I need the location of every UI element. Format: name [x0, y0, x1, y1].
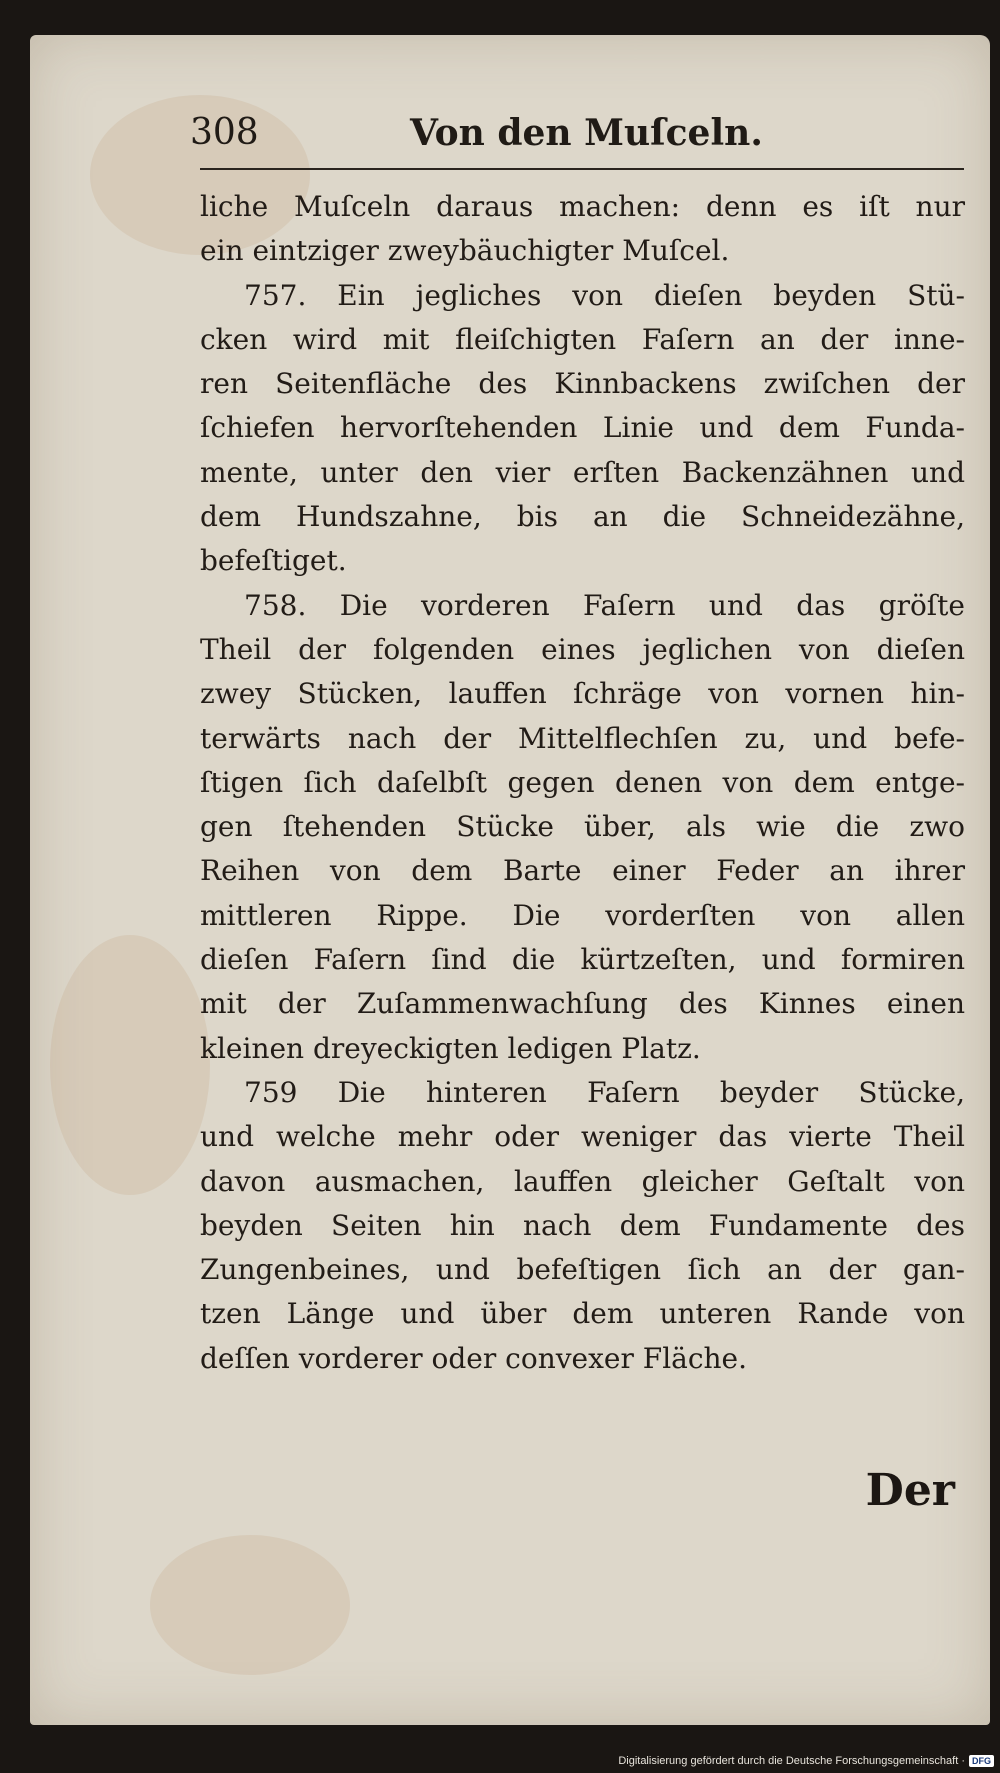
- header-rule: [200, 168, 964, 170]
- page-header: [160, 112, 968, 162]
- text-line: cken wird mit fleiſchigten Faſern an der inne-: [200, 322, 965, 356]
- text-line: liche Muſceln daraus machen: denn es iſt nur: [200, 190, 965, 223]
- paper-stain: [50, 935, 210, 1195]
- paper-stain: [150, 1535, 350, 1675]
- text-line: Reihen von dem Barte einer Feder an ihrer: [200, 854, 965, 888]
- text-line: ein eintziger zweybäuchigter Muſcel.: [200, 234, 730, 268]
- text-line: 758. Die vorderen Faſern und das gröſte: [244, 588, 965, 622]
- body-text: [200, 185, 965, 1381]
- text-line: gen ſtehenden Stücke über, als wie die zwo: [200, 810, 965, 844]
- text-line: und welche mehr oder weniger das vierte Theil: [200, 1120, 965, 1154]
- text-line: dem Hundszahne, bis an die Schneidezähne,: [200, 500, 965, 534]
- text-line: mit der Zuſammenwachſung des Kinnes einen: [200, 987, 965, 1021]
- text-line: mittleren Rippe. Die vorderſten von allen: [200, 898, 965, 932]
- text-line: tzen Länge und über dem unteren Rande von: [200, 1297, 965, 1331]
- page-number: 308: [190, 112, 259, 153]
- text-line: mente, unter den vier erſten Backenzähnen und: [200, 455, 965, 489]
- text-line: kleinen dreyeckigten ledigen Platz.: [200, 1031, 701, 1065]
- digitization-credit: [618, 1755, 994, 1767]
- text-line: 759 Die hinteren Faſern beyder Stücke,: [244, 1075, 965, 1109]
- text-line: befeſtiget.: [200, 544, 347, 578]
- running-head: Von den Muſceln.: [410, 112, 763, 154]
- text-line: Zungenbeines, und befeſtigen ſich an der gan-: [200, 1253, 965, 1287]
- text-line: ſtigen ſich daſelbſt gegen denen von dem entge-: [200, 765, 965, 799]
- text-line: ren Seitenfläche des Kinnbackens zwiſchen der: [200, 367, 965, 401]
- text-line: terwärts nach der Mittelflechſen zu, und befe-: [200, 721, 965, 755]
- text-line: Theil der folgenden eines jeglichen von dieſen: [200, 632, 965, 666]
- dfg-logo: DFG: [969, 1755, 994, 1767]
- text-line: ſchiefen hervorſtehenden Linie und dem Funda-: [200, 411, 965, 445]
- credit-text: Digitalisierung gefördert durch die Deutsche Forschungsgemeinschaft ·: [618, 1755, 965, 1767]
- text-line: zwey Stücken, lauffen ſchräge von vornen hin-: [200, 677, 965, 711]
- text-line: deſſen vorderer oder convexer Fläche.: [200, 1341, 748, 1375]
- text-line: davon ausmachen, lauffen gleicher Geſtalt von: [200, 1164, 965, 1198]
- catchword: Der: [865, 1465, 955, 1516]
- text-line: beyden Seiten hin nach dem Fundamente des: [200, 1208, 965, 1242]
- text-line: 757. Ein jegliches von dieſen beyden Stü-: [244, 278, 965, 312]
- text-line: dieſen Faſern ſind die kürtzeſten, und formiren: [200, 943, 965, 977]
